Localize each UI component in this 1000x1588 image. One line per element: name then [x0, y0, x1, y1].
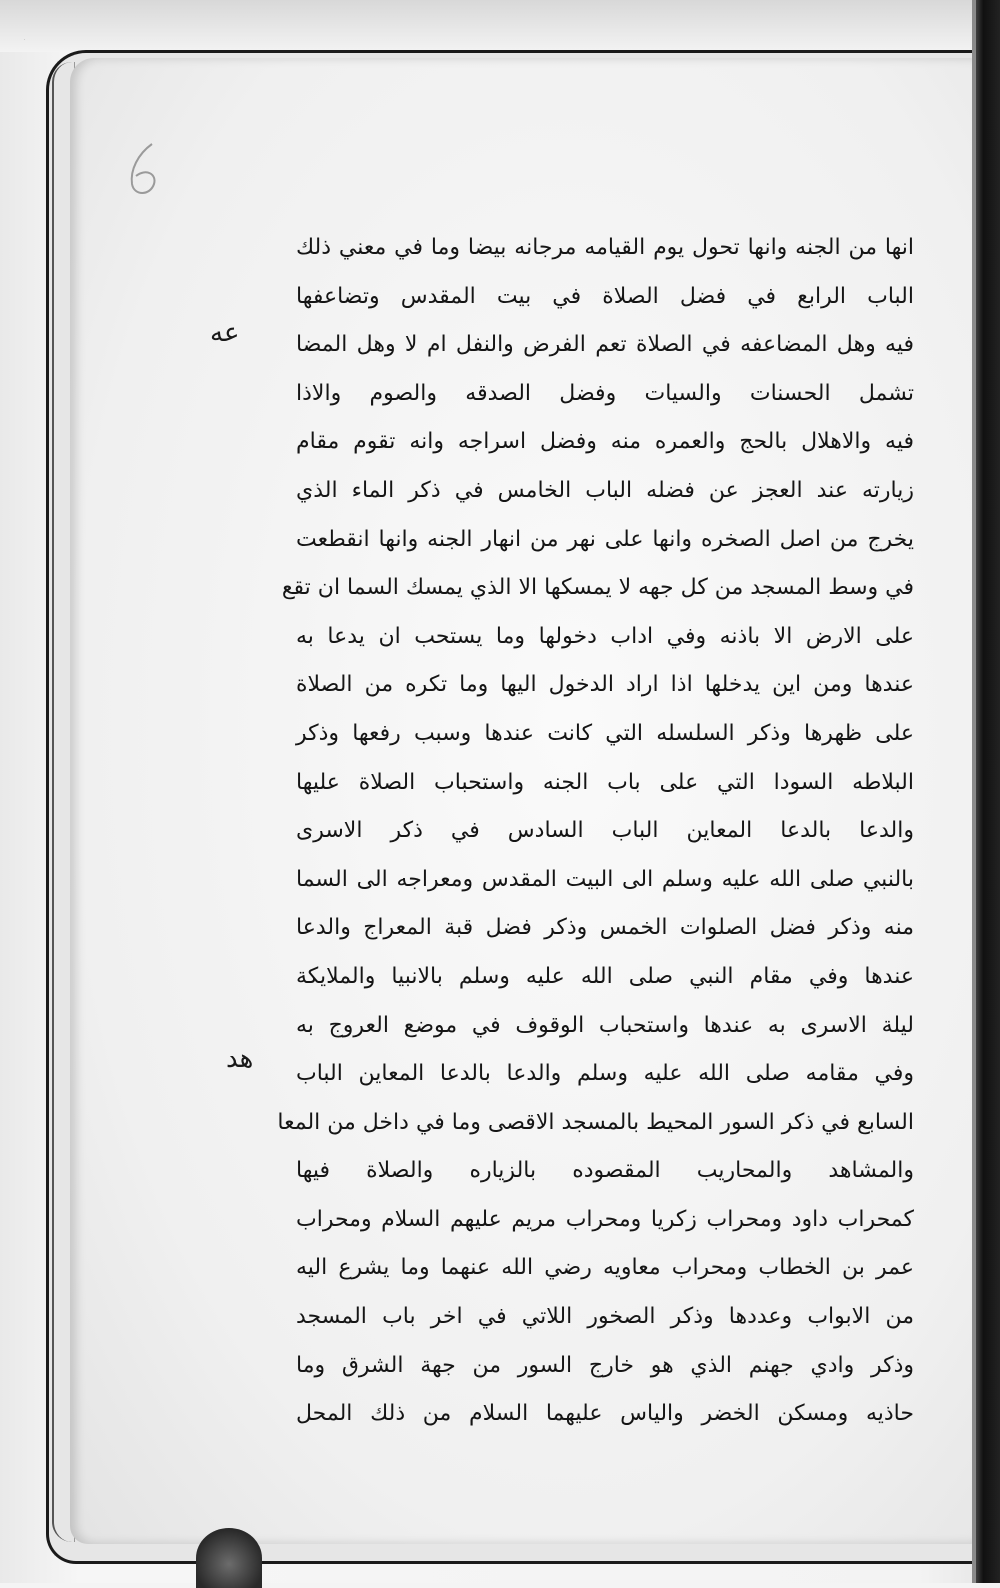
text-line: عندها وفي مقام النبي صلى الله عليه وسلم بالانبيا والملايكة — [296, 963, 914, 989]
text-line: من الابواب وعددها وذكر الصخور اللاتي في اخر باب المسجد — [296, 1304, 914, 1330]
text-line: فيه والاهلال بالحج والعمره منه وفضل اسراجه وانه تقوم مقام — [296, 429, 914, 455]
text-line: والمشاهد والمحاريب المقصوده بالزياره والصلاة فيها — [296, 1158, 914, 1184]
text-line: على ظهرها وذكر السلسله التي كانت عندها وسبب رفعها وذكر — [296, 720, 914, 746]
text-line: انها من الجنه وانها تحول يوم القيامه مرجانه بيضا وما في معني ذلك — [296, 235, 914, 260]
holder-thumb — [196, 1528, 262, 1588]
margin-note: عه — [210, 318, 240, 348]
text-line: وذكر وادي جهنم الذي هو خارج السور من جهة الشرق وما — [296, 1352, 914, 1378]
text-line: السابع في ذكر السور المحيط بالمسجد الاقصى وما في داخل من المعا — [277, 1109, 914, 1135]
top-shadow — [0, 0, 1000, 52]
margin-note: هد — [226, 1044, 254, 1074]
text-line: يخرج من اصل الصخره وانها على نهر من انهار الجنه وانها انقطعت — [296, 526, 914, 552]
text-line: زيارته عند العجز عن فضله الباب الخامس في ذكر الماء الذي — [296, 477, 914, 503]
text-line: والدعا بالدعا المعاين الباب السادس في ذكر الاسرى — [296, 818, 914, 844]
svg-text:6: 6 — [24, 40, 25, 41]
text-line: البلاطه السودا التي على باب الجنه واستحباب الصلاة عليها — [296, 769, 914, 795]
text-line: بالنبي صلى الله عليه وسلم الى البيت المقدس ومعراجه الى السما — [296, 866, 914, 892]
text-line: حاذيه ومسكن الخضر والياس عليهما السلام من ذلك المحل — [296, 1401, 914, 1427]
text-line: فيه وهل المضاعفه في الصلاة تعم الفرض والنفل ام لا وهل المضا — [296, 332, 914, 358]
book-binding — [972, 0, 1000, 1583]
text-line: منه وذكر فضل الصلوات الخمس وذكر فضل قبة المعراج والدعا — [296, 915, 914, 941]
text-line: وفي مقامه صلى الله عليه وسلم والدعا بالدعا المعاين الباب — [296, 1061, 914, 1087]
text-line: الباب الرابع في فضل الصلاة في بيت المقدس وتضاعفها — [296, 283, 914, 309]
text-line: على الارض الا باذنه وفي اداب دخولها وما يستحب ان يدعا به — [296, 623, 914, 649]
text-line: عندها ومن اين يدخلها اذا اراد الدخول اليها وما تكره من الصلاة — [296, 672, 914, 698]
text-line: في وسط المسجد من كل جهه لا يمسكها الا الذي يمسك السما ان تقع — [281, 575, 914, 601]
folio-number — [24, 40, 164, 200]
text-line: تشمل الحسنات والسيات وفضل الصدقه والصوم والاذا — [296, 380, 914, 406]
text-line: ليلة الاسرى به عندها واستحباب الوقوف في موضع العروج به — [296, 1012, 914, 1038]
manuscript-text — [277, 224, 914, 1427]
text-line: عمر بن الخطاب ومحراب معاويه رضي الله عنهما وما يشرع اليه — [296, 1255, 914, 1281]
text-line: كمحراب داود ومحراب زكريا ومحراب مريم عليهم السلام ومحراب — [296, 1206, 914, 1232]
